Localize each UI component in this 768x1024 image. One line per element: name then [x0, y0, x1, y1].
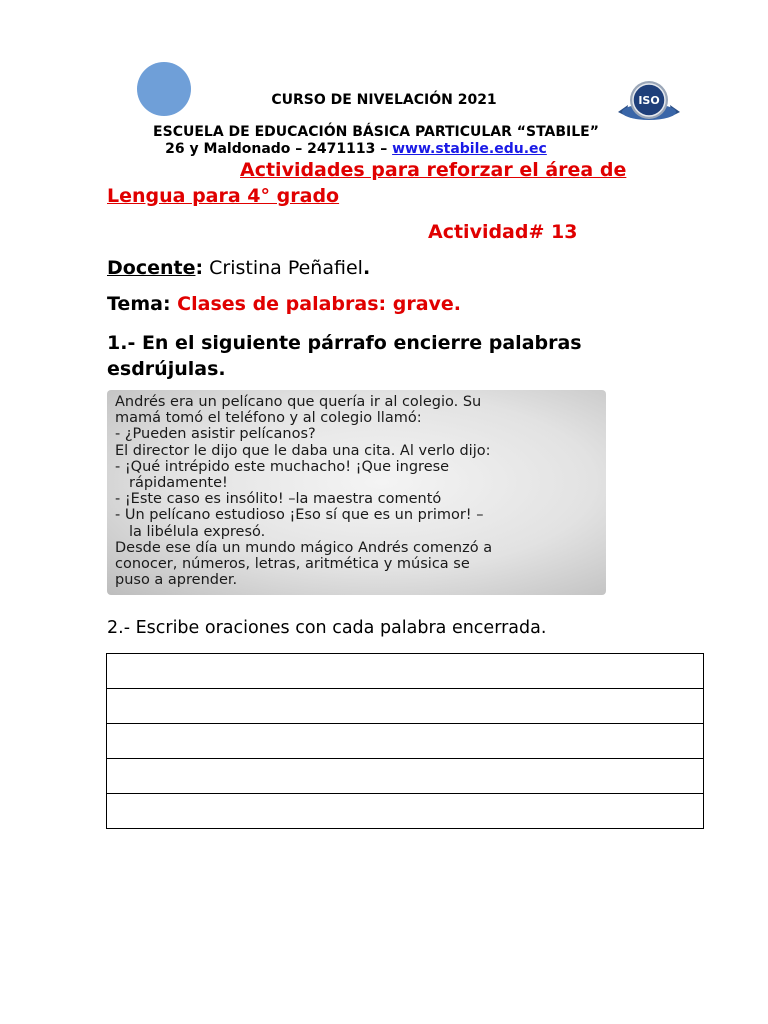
passage-line: Andrés era un pelícano que quería ir al colegio. Su: [115, 394, 482, 410]
activity-title-line1: Actividades para reforzar el área de: [240, 159, 627, 181]
school-name: ESCUELA DE EDUCACIÓN BÁSICA PARTICULAR “STABILE”: [153, 124, 599, 140]
teacher-label: Docente: [107, 257, 196, 279]
passage-line: la libélula expresó.: [129, 523, 266, 540]
passage-line: - ¡Este caso es insólito! –la maestra comentó: [115, 491, 442, 508]
passage-line: - ¡Qué intrépido este muchacho! ¡Que ingrese: [115, 458, 450, 475]
answer-cell[interactable]: [107, 654, 704, 689]
passage-line: El director le dijo que le daba una cita. Al verlo dijo:: [115, 442, 491, 459]
passage-line: Desde ese día un mundo mágico Andrés comenzó a: [115, 539, 493, 556]
answer-cell[interactable]: [107, 689, 704, 724]
answer-table: [106, 653, 704, 829]
passage-line: rápidamente!: [129, 475, 228, 492]
question-2: 2.- Escribe oraciones con cada palabra encerrada.: [107, 618, 547, 638]
website-link[interactable]: www.stabile.edu.ec: [392, 141, 547, 157]
topic-value: Clases de palabras: grave.: [177, 293, 462, 315]
answer-row[interactable]: [107, 654, 704, 689]
teacher-name: Cristina Peñafiel: [209, 257, 363, 279]
svg-text:ISO: ISO: [638, 94, 660, 107]
answer-cell[interactable]: [107, 759, 704, 794]
passage-line: - ¿Pueden asistir pelícanos?: [115, 426, 316, 443]
answer-cell[interactable]: [107, 724, 704, 759]
answer-row[interactable]: [107, 794, 704, 829]
passage-line: puso a aprender.: [115, 572, 238, 589]
answer-cell[interactable]: [107, 794, 704, 829]
passage-line: - Un pelícano estudioso ¡Eso sí que es un primor! –: [115, 507, 484, 524]
answer-row[interactable]: [107, 759, 704, 794]
passage-line: mamá tomó el teléfono y al colegio llamó:: [115, 410, 422, 427]
school-address: [0, 141, 740, 157]
topic-label: Tema:: [107, 293, 171, 315]
activity-title-line2: Lengua para 4° grado: [107, 185, 340, 207]
course-title: CURSO DE NIVELACIÓN 2021: [271, 92, 497, 108]
reading-passage: [107, 390, 606, 595]
topic-line: [107, 293, 461, 315]
activity-number: Actividad# 13: [428, 221, 578, 243]
question-1: 1.- En el siguiente párrafo encierre palabras esdrújulas.: [107, 332, 582, 380]
passage-line: conocer, números, letras, aritmética y música se: [115, 556, 470, 573]
answer-row[interactable]: [107, 689, 704, 724]
address-text: 26 y Maldonado – 2471113 –: [165, 141, 388, 157]
answer-row[interactable]: [107, 724, 704, 759]
teacher-line: Docente: Cristina Peñafiel.: [107, 257, 371, 279]
